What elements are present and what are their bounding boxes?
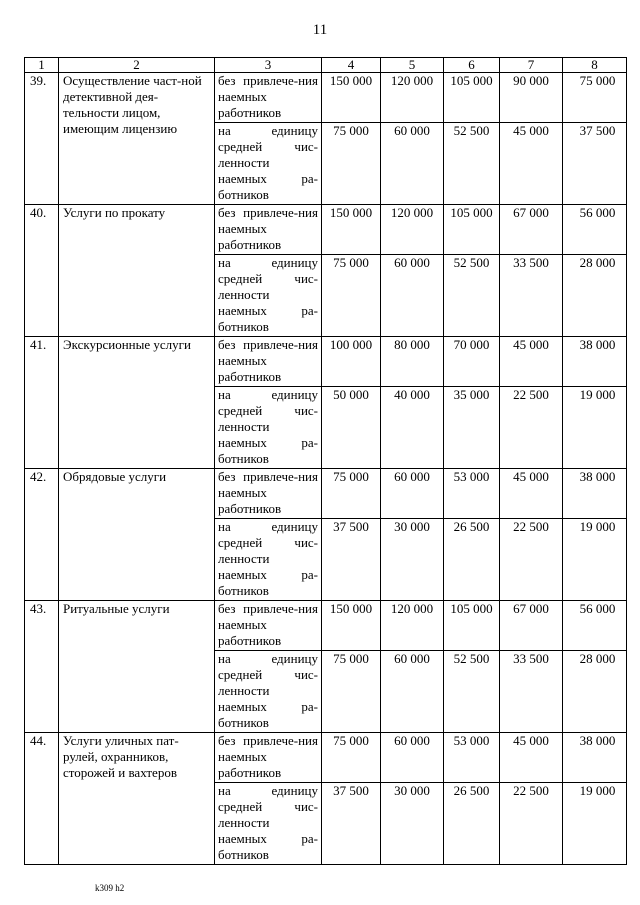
value-cell: 50 000 bbox=[322, 387, 381, 469]
value-cell: 105 000 bbox=[444, 601, 500, 651]
value-cell: 37 500 bbox=[563, 123, 627, 205]
row-number: 44. bbox=[25, 733, 59, 865]
value-cell: 37 500 bbox=[322, 519, 381, 601]
value-cell: 60 000 bbox=[381, 469, 444, 519]
condition-cell: без привлече-ния наемных работников bbox=[215, 337, 322, 387]
table-row bbox=[25, 733, 627, 783]
value-cell: 150 000 bbox=[322, 601, 381, 651]
value-cell: 75 000 bbox=[322, 123, 381, 205]
value-cell: 28 000 bbox=[563, 651, 627, 733]
value-cell: 19 000 bbox=[563, 387, 627, 469]
condition-cell: без привлече-ния наемных работников bbox=[215, 733, 322, 783]
row-number: 41. bbox=[25, 337, 59, 469]
value-cell: 150 000 bbox=[322, 205, 381, 255]
value-cell: 75 000 bbox=[322, 255, 381, 337]
value-cell: 45 000 bbox=[500, 123, 563, 205]
row-number: 42. bbox=[25, 469, 59, 601]
value-cell: 75 000 bbox=[322, 733, 381, 783]
condition-cell: без привлече-ния наемных работников bbox=[215, 73, 322, 123]
service-name: Услуги уличных пат-рулей, охранников, сторожей и вахтеров bbox=[59, 733, 215, 865]
value-cell: 80 000 bbox=[381, 337, 444, 387]
condition-cell: без привлече-ния наемных работников bbox=[215, 601, 322, 651]
value-cell: 40 000 bbox=[381, 387, 444, 469]
service-name: Осуществление част-ной детективной дея-тельности лицом, имеющим лицензию bbox=[59, 73, 215, 205]
condition-cell: на единицу средней чис-ленности наемных ра-ботников bbox=[215, 651, 322, 733]
value-cell: 56 000 bbox=[563, 601, 627, 651]
condition-cell: на единицу средней чис-ленности наемных ра-ботников bbox=[215, 519, 322, 601]
header-cell: 2 bbox=[59, 58, 215, 73]
value-cell: 53 000 bbox=[444, 469, 500, 519]
value-cell: 120 000 bbox=[381, 601, 444, 651]
row-number: 43. bbox=[25, 601, 59, 733]
table-row bbox=[25, 337, 627, 387]
value-cell: 22 500 bbox=[500, 519, 563, 601]
service-name: Обрядовые услуги bbox=[59, 469, 215, 601]
row-number: 40. bbox=[25, 205, 59, 337]
value-cell: 120 000 bbox=[381, 73, 444, 123]
value-cell: 90 000 bbox=[500, 73, 563, 123]
value-cell: 35 000 bbox=[444, 387, 500, 469]
value-cell: 33 500 bbox=[500, 255, 563, 337]
value-cell: 70 000 bbox=[444, 337, 500, 387]
service-name: Ритуальные услуги bbox=[59, 601, 215, 733]
condition-cell: на единицу средней чис-ленности наемных ра-ботников bbox=[215, 123, 322, 205]
condition-cell: без привлече-ния наемных работников bbox=[215, 469, 322, 519]
value-cell: 53 000 bbox=[444, 733, 500, 783]
value-cell: 45 000 bbox=[500, 469, 563, 519]
value-cell: 52 500 bbox=[444, 123, 500, 205]
value-cell: 52 500 bbox=[444, 651, 500, 733]
condition-cell: на единицу средней чис-ленности наемных ра-ботников bbox=[215, 783, 322, 865]
value-cell: 22 500 bbox=[500, 387, 563, 469]
value-cell: 105 000 bbox=[444, 205, 500, 255]
value-cell: 67 000 bbox=[500, 205, 563, 255]
value-cell: 100 000 bbox=[322, 337, 381, 387]
value-cell: 75 000 bbox=[322, 469, 381, 519]
value-cell: 60 000 bbox=[381, 733, 444, 783]
value-cell: 37 500 bbox=[322, 783, 381, 865]
header-cell: 8 bbox=[563, 58, 627, 73]
table-row bbox=[25, 601, 627, 651]
value-cell: 38 000 bbox=[563, 337, 627, 387]
value-cell: 45 000 bbox=[500, 337, 563, 387]
value-cell: 38 000 bbox=[563, 469, 627, 519]
tariff-table bbox=[24, 57, 627, 865]
table-row bbox=[25, 205, 627, 255]
value-cell: 26 500 bbox=[444, 783, 500, 865]
row-number: 39. bbox=[25, 73, 59, 205]
value-cell: 67 000 bbox=[500, 601, 563, 651]
value-cell: 33 500 bbox=[500, 651, 563, 733]
table-header-row bbox=[25, 58, 627, 73]
value-cell: 150 000 bbox=[322, 73, 381, 123]
value-cell: 75 000 bbox=[563, 73, 627, 123]
value-cell: 60 000 bbox=[381, 255, 444, 337]
value-cell: 30 000 bbox=[381, 783, 444, 865]
header-cell: 1 bbox=[25, 58, 59, 73]
value-cell: 19 000 bbox=[563, 783, 627, 865]
value-cell: 105 000 bbox=[444, 73, 500, 123]
value-cell: 120 000 bbox=[381, 205, 444, 255]
header-cell: 4 bbox=[322, 58, 381, 73]
header-cell: 7 bbox=[500, 58, 563, 73]
footer-code: k309 h2 bbox=[95, 883, 125, 893]
value-cell: 38 000 bbox=[563, 733, 627, 783]
page-number: 11 bbox=[312, 22, 328, 38]
service-name: Экскурсионные услуги bbox=[59, 337, 215, 469]
value-cell: 28 000 bbox=[563, 255, 627, 337]
condition-cell: на единицу средней чис-ленности наемных ра-ботников bbox=[215, 255, 322, 337]
value-cell: 52 500 bbox=[444, 255, 500, 337]
value-cell: 30 000 bbox=[381, 519, 444, 601]
header-cell: 5 bbox=[381, 58, 444, 73]
value-cell: 22 500 bbox=[500, 783, 563, 865]
value-cell: 60 000 bbox=[381, 651, 444, 733]
header-cell: 3 bbox=[215, 58, 322, 73]
value-cell: 45 000 bbox=[500, 733, 563, 783]
value-cell: 19 000 bbox=[563, 519, 627, 601]
value-cell: 60 000 bbox=[381, 123, 444, 205]
value-cell: 75 000 bbox=[322, 651, 381, 733]
table-row bbox=[25, 469, 627, 519]
value-cell: 26 500 bbox=[444, 519, 500, 601]
condition-cell: без привлече-ния наемных работников bbox=[215, 205, 322, 255]
value-cell: 56 000 bbox=[563, 205, 627, 255]
header-cell: 6 bbox=[444, 58, 500, 73]
table-row bbox=[25, 73, 627, 123]
service-name: Услуги по прокату bbox=[59, 205, 215, 337]
condition-cell: на единицу средней чис-ленности наемных ра-ботников bbox=[215, 387, 322, 469]
